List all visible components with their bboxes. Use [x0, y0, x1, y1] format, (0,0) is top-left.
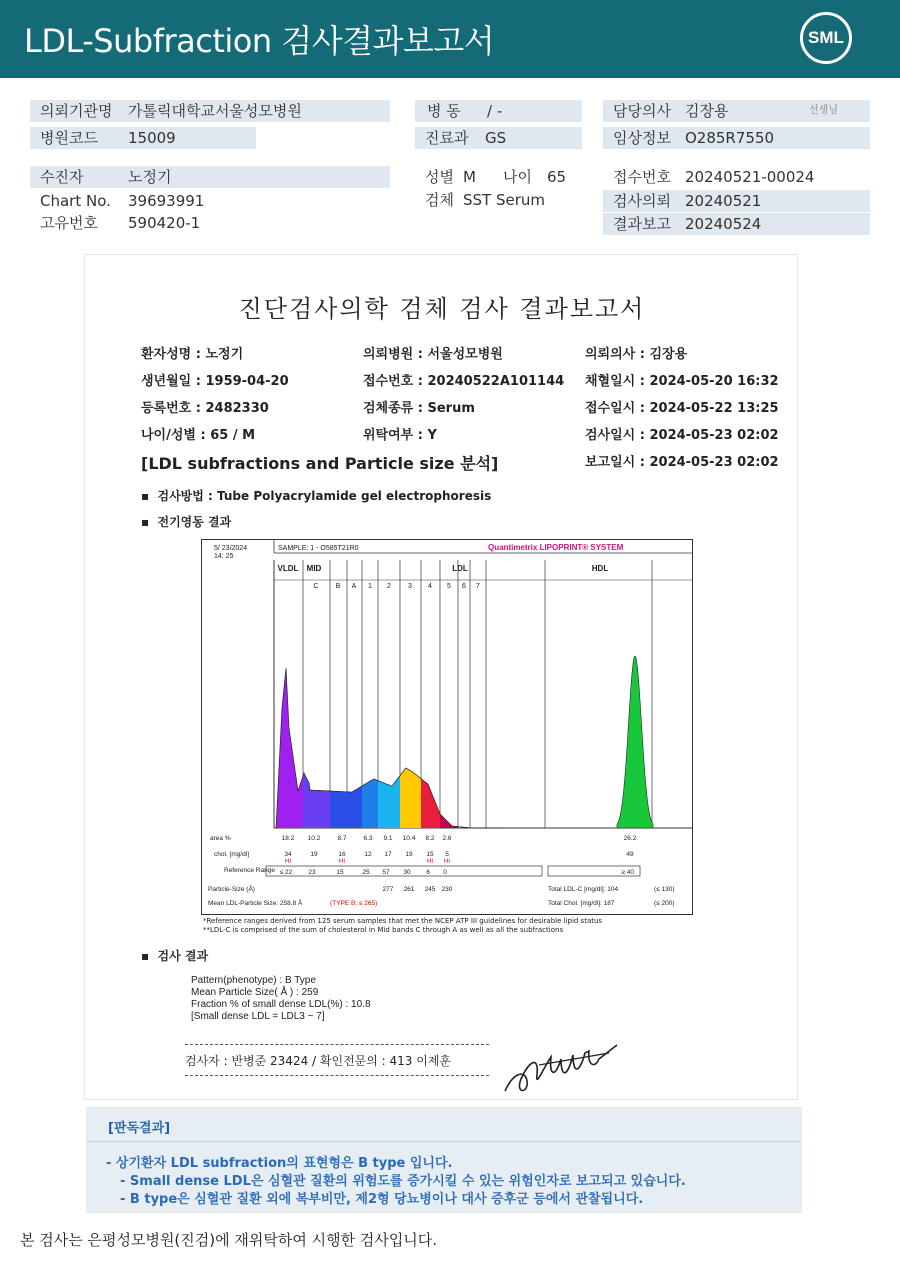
result-definition: [Small dense LDL = LDL3 ~ 7] — [191, 1011, 325, 1022]
field-institution — [30, 100, 390, 122]
hdl-peak — [617, 656, 653, 828]
value: 15009 — [128, 129, 176, 147]
hi-flag: HI — [285, 859, 291, 865]
result-size: Mean Particle Size( Å ) : 259 — [191, 987, 319, 998]
judgement-line-2: - Small dense LDL은 심혈관 질환의 위험도를 증가시킬 수 있는 위험인자로 보고되고 있습니다. — [120, 1174, 686, 1189]
value: 20240524 — [685, 215, 762, 233]
report-doctor: 의뢰의사 : 김장용 — [585, 347, 688, 362]
judgement-panel — [86, 1107, 802, 1213]
logo-text: SML — [808, 28, 844, 47]
area-value: 18.2 — [281, 835, 295, 842]
method-line: ▪ 검사방법 : Tube Polyacrylamide gel electrophoresis — [141, 489, 492, 503]
band-label: 5 — [447, 583, 451, 590]
label: 병 동 — [427, 102, 461, 120]
size-label: Particle-Size (Å) — [208, 886, 255, 893]
chart-date: 5/ 23/2024 — [214, 545, 248, 552]
band-label: 7 — [476, 583, 480, 590]
label: 나이 — [503, 168, 532, 186]
lipoprint-chart — [201, 539, 693, 915]
report-age-sex: 나이/성별 : 65 / M — [141, 428, 256, 443]
area-value: 10.4 — [402, 835, 416, 842]
label: 성별 — [425, 168, 454, 186]
size-value: 230 — [441, 886, 453, 893]
label: 수진자 — [40, 168, 84, 186]
group-label: HDL — [591, 564, 609, 573]
chart-footnote-1: *Reference ranges derived from 125 serum samples that met the NCEP ATP III guidelines for desirable lipid status — [203, 917, 603, 925]
report-report-date: 보고일시 : 2024-05-23 02:02 — [585, 455, 779, 470]
chol-label: chol. [mg/dl] — [214, 851, 250, 858]
area-value: 8.7 — [337, 835, 347, 842]
ref-value: 30 — [403, 869, 411, 876]
band-label: 6 — [462, 583, 466, 590]
chol-value: 34 — [284, 851, 292, 858]
band-area — [330, 791, 347, 828]
band-label: 4 — [428, 583, 432, 590]
field-uid — [30, 212, 390, 234]
label: 의뢰기관명 — [40, 102, 113, 120]
report-image — [84, 254, 798, 1100]
total-chol: Total Chol. [mg/dl]: 187 — [548, 900, 615, 907]
result-title: 검사 결과 — [157, 949, 209, 963]
group-label: MID — [306, 564, 322, 573]
label: 결과보고 — [613, 215, 671, 233]
field-dept — [415, 127, 582, 149]
result-pattern: Pattern(phenotype) : B Type — [191, 975, 316, 986]
chart-brand: Quantimetrix LIPOPRINT® SYSTEM — [488, 543, 624, 552]
chol-value: 17 — [384, 851, 392, 858]
signature-image — [499, 1035, 625, 1101]
judgement-line-1: - 상기환자 LDL subfraction의 표현형은 B type 입니다. — [106, 1156, 453, 1171]
page-title: LDL-Subfraction 검사결과보고서 — [24, 22, 495, 60]
report-consign: 위탁여부 : Y — [363, 428, 437, 443]
band-area — [378, 776, 400, 828]
group-label: VLDL — [277, 564, 299, 573]
band-area — [400, 768, 421, 828]
field-sex-age — [415, 166, 595, 188]
area-value: 6.3 — [363, 835, 373, 842]
value: GS — [485, 129, 507, 147]
value: 가톨릭대학교서울성모병원 — [128, 102, 302, 120]
value: 590420-1 — [128, 214, 201, 232]
divider-bottom — [185, 1075, 489, 1076]
chol-value: 12 — [364, 851, 372, 858]
ref-value: ≤ 22 — [279, 869, 293, 876]
value: 노정기 — [128, 168, 172, 186]
label: 담당의사 — [613, 102, 671, 120]
total-ldl-ref: (≤ 130) — [654, 886, 675, 893]
value: / - — [487, 102, 503, 120]
label: 검체 — [425, 191, 454, 209]
report-birth: 생년월일 : 1959-04-20 — [141, 374, 289, 389]
total-ldl: Total LDL-C [mg/dl]: 104 — [548, 886, 619, 893]
report-section: [LDL subfractions and Particle size 분석] — [141, 454, 499, 473]
chart-svg — [202, 540, 692, 914]
band-label: C — [313, 583, 319, 590]
electro-text: 전기영동 결과 — [157, 515, 232, 529]
value: O285R7550 — [685, 129, 775, 147]
label: 고유번호 — [40, 214, 98, 232]
chol-value: 5 — [445, 851, 449, 858]
ref-label: Reference Range — [224, 867, 275, 874]
judgement-divider — [86, 1141, 802, 1142]
ref-value: 57 — [382, 869, 390, 876]
field-specimen — [415, 189, 595, 211]
chart-footnote-2: **LDL-C is comprised of the sum of cholesterol in Mid bands C through A as well as all the subfractions — [203, 926, 564, 934]
signer-line: 검사자 : 반병준 23424 / 확인전문의 : 413 이제훈 — [185, 1054, 452, 1068]
band-label: 2 — [387, 583, 391, 590]
value: M — [463, 168, 476, 186]
field-clinical — [603, 127, 870, 149]
value: 39693991 — [128, 192, 205, 210]
report-accept: 접수일시 : 2024-05-22 13:25 — [585, 401, 779, 416]
band-area — [421, 779, 440, 828]
header-bar — [0, 0, 900, 78]
band-area — [362, 779, 378, 828]
label: 검사의뢰 — [613, 192, 671, 210]
report-receipt: 접수번호 : 20240522A101144 — [363, 374, 565, 389]
area-value: 26.2 — [623, 835, 637, 842]
divider-top — [185, 1044, 489, 1045]
doctor-suffix: 선생님 — [809, 105, 838, 116]
value: SST Serum — [463, 191, 546, 209]
chart-time: 14: 25 — [214, 553, 234, 560]
report-specimen: 검체종류 : Serum — [363, 401, 475, 416]
report-reg: 등록번호 : 2482330 — [141, 401, 269, 416]
chol-value: 16 — [338, 851, 346, 858]
field-patient — [30, 166, 390, 188]
hi-flag: HI — [339, 859, 345, 865]
value: 20240521-00024 — [685, 168, 815, 186]
ref-value: 25 — [362, 869, 370, 876]
band-label: A — [351, 583, 357, 590]
label: 접수번호 — [613, 168, 671, 186]
size-value: 261 — [403, 886, 415, 893]
chol-value: 49 — [626, 851, 634, 858]
judgement-line-3: - B type은 심혈관 질환 외에 복부비만, 제2형 당뇨병이나 대사 증후군 등에서 관찰됩니다. — [120, 1192, 644, 1207]
field-ward — [415, 100, 582, 122]
report-patient: 환자성명 : 노정기 — [141, 347, 244, 362]
field-receipt — [603, 166, 870, 188]
size-value: 245 — [424, 886, 436, 893]
band-label: 1 — [368, 583, 372, 590]
band-area — [347, 786, 362, 828]
band-area — [303, 773, 330, 828]
report-hospital: 의뢰병원 : 서울성모병원 — [363, 347, 503, 362]
band-label: B — [335, 583, 341, 590]
field-doctor — [603, 100, 870, 122]
ref-value: 6 — [426, 869, 430, 876]
type-label: (TYPE B; ≤ 265) — [330, 900, 378, 907]
mean-size-label: Mean LDL-Particle Size: 258.8 Å — [208, 900, 303, 907]
value: 김장용 — [685, 102, 729, 120]
band-area — [440, 814, 458, 828]
sml-logo — [800, 12, 852, 64]
report-title: 진단검사의학 검체 검사 결과보고서 — [238, 295, 646, 323]
bottom-note: 본 검사는 은평성모병원(진검)에 재위탁하여 시행한 검사입니다. — [20, 1231, 438, 1249]
ref-hdl-value: ≥ 40 — [621, 869, 634, 876]
chart-sample: SAMPLE: 1 - O585T21R0 — [278, 545, 359, 552]
ref-value: 15 — [336, 869, 344, 876]
result-fraction: Fraction % of small dense LDL(%) : 10.8 — [191, 999, 371, 1010]
judgement-title: [판독결과] — [108, 1121, 171, 1136]
method-text: 검사방법 : Tube Polyacrylamide gel electrophoresis — [157, 489, 492, 503]
field-result — [603, 213, 870, 235]
size-value: 277 — [382, 886, 394, 893]
label: 병원코드 — [40, 129, 98, 147]
label: Chart No. — [40, 192, 111, 210]
value: 20240521 — [685, 192, 762, 210]
result-line: ▪ 검사 결과 — [141, 949, 209, 963]
chol-value: 15 — [426, 851, 434, 858]
value: 65 — [547, 168, 567, 186]
report-collect: 채혈일시 : 2024-05-20 16:32 — [585, 374, 779, 389]
field-chart-no — [30, 190, 390, 212]
field-hospital-code — [30, 127, 256, 149]
report-test-date: 검사일시 : 2024-05-23 02:02 — [585, 428, 779, 443]
hi-flag: HI — [427, 859, 433, 865]
total-chol-ref: (≤ 200) — [654, 900, 675, 907]
area-value: 8.2 — [425, 835, 435, 842]
band-label: 3 — [408, 583, 412, 590]
label: 진료과 — [425, 129, 469, 147]
area-value: 2.6 — [442, 835, 452, 842]
label: 임상정보 — [613, 129, 671, 147]
field-request — [603, 190, 870, 212]
chol-value: 19 — [405, 851, 413, 858]
ref-value: 0 — [443, 869, 447, 876]
area-value: 10.2 — [307, 835, 321, 842]
area-label: area % — [210, 835, 231, 842]
hi-flag: HI — [444, 859, 450, 865]
group-label: LDL — [452, 564, 468, 573]
ref-value: 23 — [308, 869, 316, 876]
chol-value: 19 — [310, 851, 318, 858]
area-value: 9.1 — [383, 835, 393, 842]
electro-line: ▪ 전기영동 결과 — [141, 515, 232, 529]
